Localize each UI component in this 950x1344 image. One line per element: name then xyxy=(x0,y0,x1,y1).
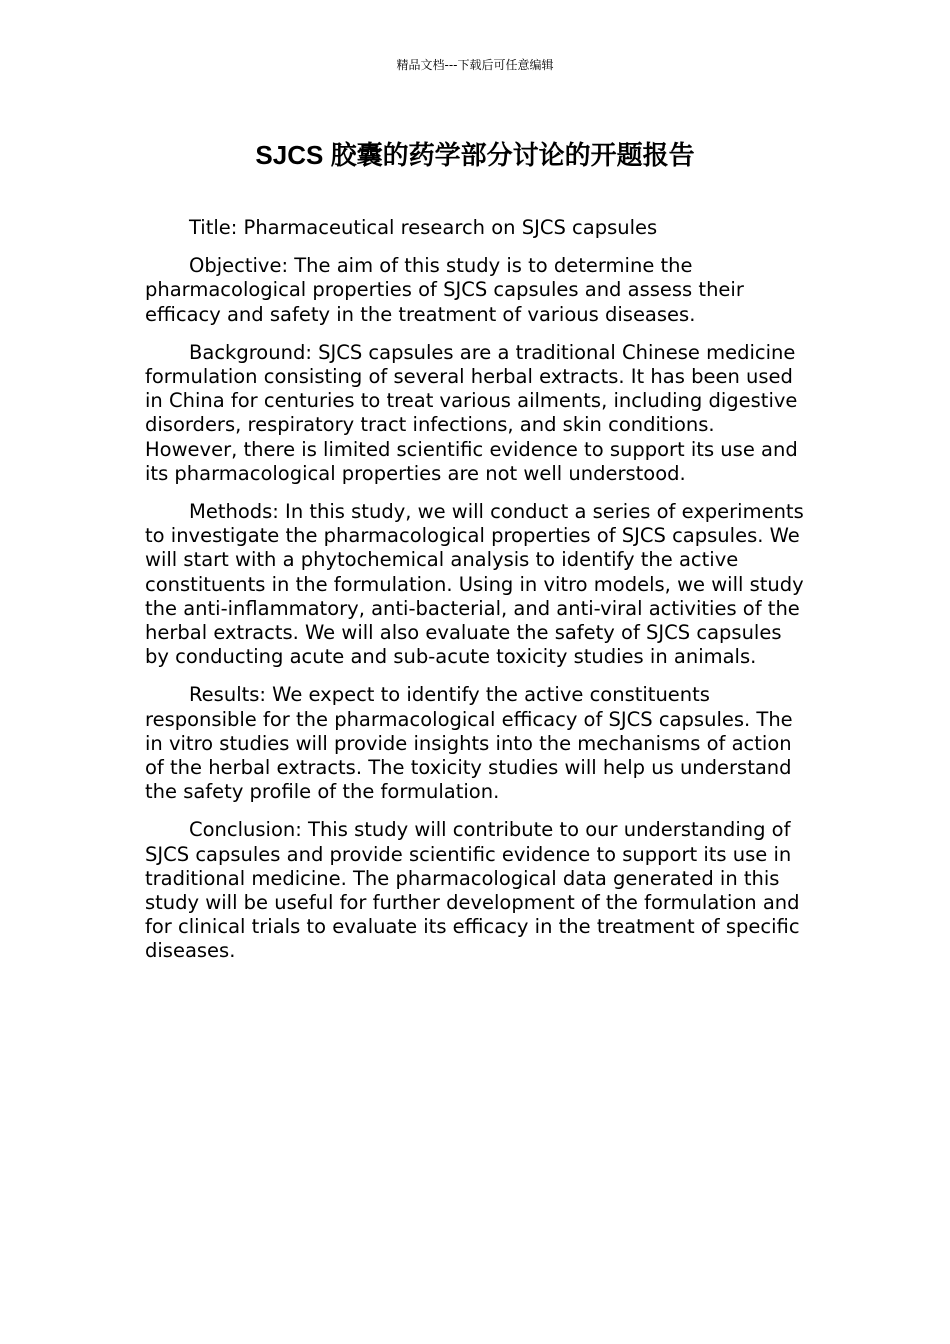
paragraph-background: Background: SJCS capsules are a traditional Chinese medicine formulation consisting of several herbal extracts. It has been used in China for centuries to treat various ailments, including digestive disorders, respiratory tract infections, and skin conditions. However, there is limited scientific evidence to support its use and its pharmacological properties are not well understood. xyxy=(145,340,798,485)
paragraph-results: Results: We expect to identify the active constituents responsible for the pharmacological efficacy of SJCS capsules. The in vitro studies will provide insights into the mechanisms of action of the herbal extracts. The toxicity studies will help us understand the safety profile of the formulation. xyxy=(145,683,793,804)
paragraph-methods: Methods: In this study, we will conduct a series of experiments to investigate the pharmacological properties of SJCS capsules. We will start with a phytochemical analysis to identify the active constituents in the formulation. Using in vitro models, we will study the anti-inflammatory, anti-bacterial, and anti-viral activities of the herbal extracts. We will also evaluate the safety of SJCS capsules by conducting acute and sub-acute toxicity studies in animals. xyxy=(145,500,804,669)
document-body xyxy=(145,216,810,978)
paragraph-conclusion: Conclusion: This study will contribute to our understanding of SJCS capsules and provide scientific evidence to support its use in traditional medicine. The pharmacological data generated in this study will be useful for further development of the formulation and for clinical trials to evaluate its efficacy in the treatment of specific diseases. xyxy=(145,818,800,963)
paragraph-objective: Objective: The aim of this study is to determine the pharmacological properties of SJCS capsules and assess their efficacy and safety in the treatment of various diseases. xyxy=(145,254,744,326)
document-title: SJCS 胶囊的药学部分讨论的开题报告 xyxy=(255,140,695,170)
page-header: 精品文档---下载后可任意编辑 xyxy=(396,58,554,72)
paragraph-title: Title: Pharmaceutical research on SJCS capsules xyxy=(189,216,658,239)
